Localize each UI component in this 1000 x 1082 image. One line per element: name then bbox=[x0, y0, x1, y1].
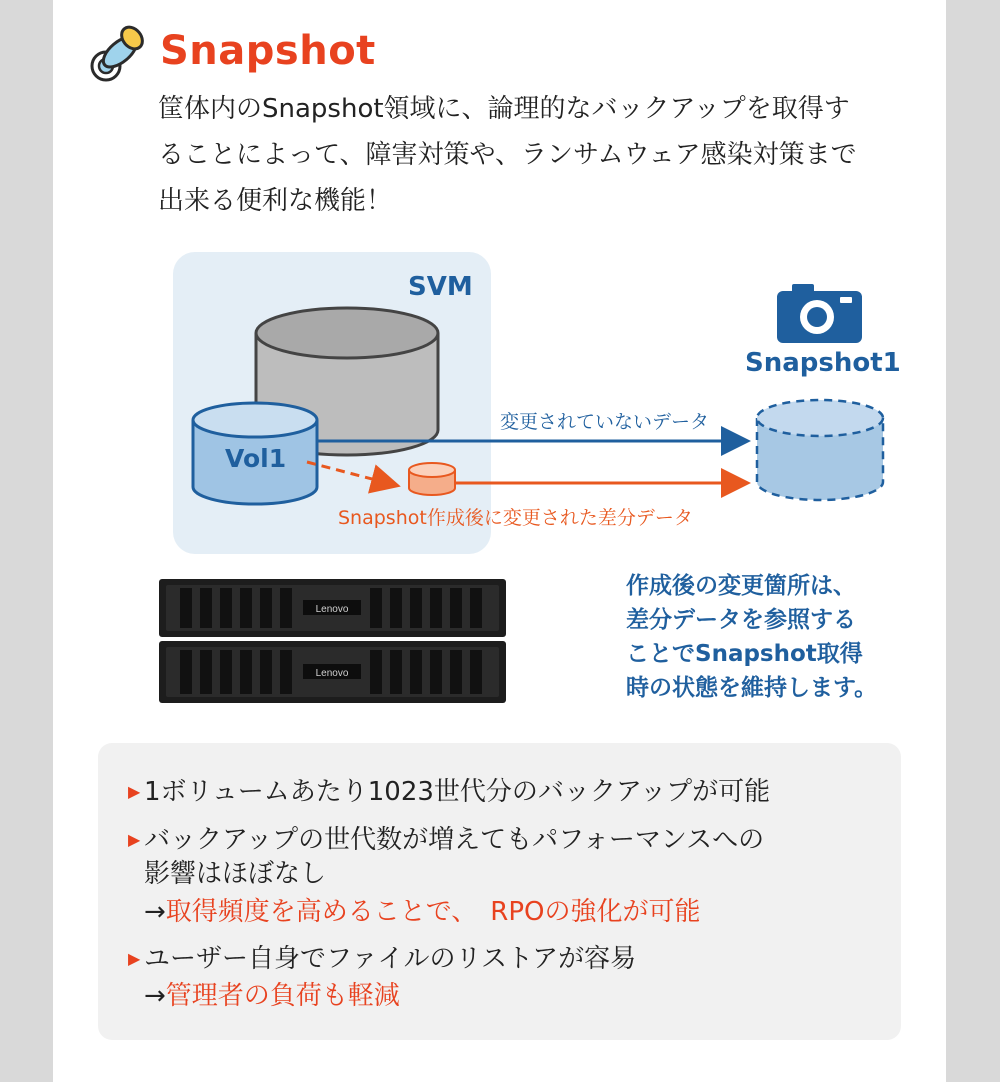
feature-2-benefit bbox=[144, 891, 701, 928]
feature-2-highlight: 取得頻度を高めることで、 RPOの強化が可能 bbox=[165, 897, 701, 927]
bullet-triangle-icon: ▶ bbox=[128, 830, 141, 849]
page-title: Snapshot bbox=[160, 28, 376, 74]
snapshot1-cylinder bbox=[757, 400, 883, 500]
intro-line-2: ることによって、障害対策や、ランサムウェア感染対策まで bbox=[158, 140, 857, 170]
arrow-symbol: → bbox=[144, 981, 166, 1011]
description-line-4: 時の状態を維持します。 bbox=[626, 675, 878, 701]
feature-2-text-line-1: バックアップの世代数が増えてもパフォーマンスへの bbox=[144, 825, 765, 855]
server-brand-top: Lenovo bbox=[315, 604, 349, 615]
arrow-symbol: → bbox=[144, 897, 166, 927]
description-line-2: 差分データを参照する bbox=[626, 607, 856, 633]
feature-item-2 bbox=[128, 819, 764, 856]
camera-icon bbox=[777, 284, 862, 343]
diff-data-cylinder bbox=[409, 463, 455, 495]
diff-data-label: Snapshot作成後に変更された差分データ bbox=[338, 507, 693, 529]
feature-2-text-line-2: 影響はほぼなし bbox=[144, 859, 327, 889]
description-line-1: 作成後の変更箇所は、 bbox=[626, 573, 856, 599]
intro-line-1: 筐体内のSnapshot領域に、論理的なバックアップを取得す bbox=[158, 94, 850, 124]
feature-3-highlight: 管理者の負荷も軽減 bbox=[165, 981, 400, 1011]
vol1-label: Vol1 bbox=[225, 444, 287, 473]
feature-1-text: 1ボリュームあたり1023世代分のバックアップが可能 bbox=[144, 777, 771, 807]
feature-3-benefit bbox=[144, 975, 400, 1012]
svm-label: SVM bbox=[408, 272, 473, 302]
description-line-3: ことでSnapshot取得 bbox=[626, 641, 863, 667]
snapshot1-label: Snapshot1 bbox=[745, 348, 901, 378]
feature-item-1 bbox=[128, 771, 770, 808]
feature-3-text: ユーザー自身でファイルのリストアが容易 bbox=[144, 944, 637, 974]
feature-item-3 bbox=[128, 938, 636, 975]
bullet-triangle-icon: ▶ bbox=[128, 949, 141, 968]
unchanged-data-label: 変更されていないデータ bbox=[500, 411, 710, 433]
intro-line-3: 出来る便利な機能！ bbox=[158, 186, 393, 216]
server-brand-bottom: Lenovo bbox=[315, 668, 349, 679]
bullet-triangle-icon: ▶ bbox=[128, 782, 141, 801]
